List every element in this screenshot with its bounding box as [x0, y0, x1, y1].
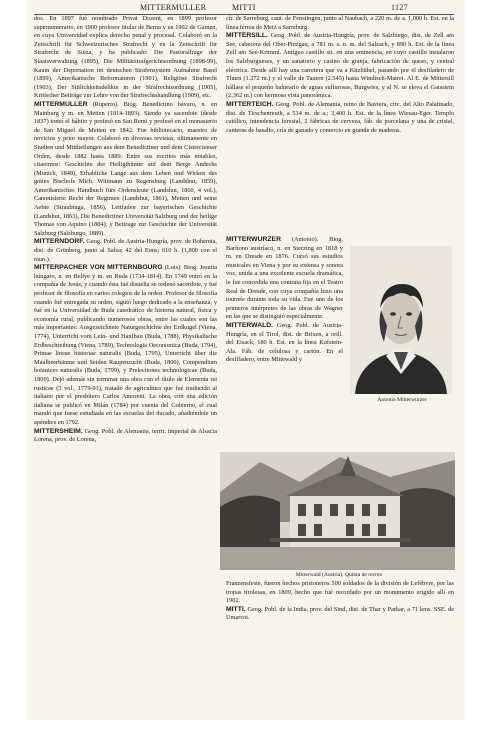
entry-text: Franzensfeste, fueron hechos prisioneros 500 soldados de la división de Lefèbvre, por las tropas tirolesas, en 1809, hecho que fué recordado por un monumento erigido allí en 1902. — [226, 580, 454, 605]
entry — [226, 236, 343, 322]
entry-text: (Antonio). Biog. Barítono austríaco, n. en Sterzing en 1818 y m. en Dresde en 1876. Cursó sus estudios musicales en Viena y por su extensa y sonora voz, unida a una excelente escuela dramática, le fue concedida una contrata fija en el Teatro Real de Dresde, con cuya compañía hizo una tournée durante toda su vida. Fue uno de los primeros intérpretes de las obras de Wagner en las que se distinguió especialmente. — [226, 236, 343, 321]
entry — [226, 322, 343, 365]
entry-text: Geog. Pobl. de Austria-Hungría, prov. de Bohemia, dist. de Grünberg, junto al Salza; 42 del Enns; 610 h. (1,800 con el mun.). — [34, 238, 217, 263]
entry — [34, 428, 217, 445]
entry-text: cír. de Sarreburg, cant. de Fenstingen, junto al Naubach, a 220 m. de a. 1,000 h. Est. en la línea férrea de Metz a Sarreburg. — [226, 15, 454, 31]
portrait-caption: Antonio Mitterwurzer — [377, 397, 427, 403]
running-header-right: MITTI — [232, 3, 256, 12]
entry-text: Geog. Pobl. de Austria-Hungría, prov. de Salzburgo, dist. de Zell am See, cabecera del Ober-Pinzgau, a 781 m. s. n. m. del Salzach, y 890 h. Est. de la línea Zell am See-Krimml. Antiguo castillo sit. en una eminencia, en cuyo castillo instalaron los Salzburgueses, y un sanatorio y casino de granja, fabricación de queso, y central eléctrica. Desde allí hay una carretera que va a Kitzbühel, pasando por el desfiladero de Thurn (1.272 m.) y el valle de Tauern (2.545) hasta Windisch-Matrei. Al E. de Mittersill hállase el pequeño balneario de aguas sulfurosas, Burgwies, y al N. se eleva el Gaisstein (2,362 m.) con hermosa vista panorámica. — [226, 32, 454, 100]
entry-headword: MITTERMULLER — [34, 100, 88, 108]
entry-headword: MITTERPACHER VON MITTERNBOURG — [34, 264, 163, 272]
page-number: 1127 — [391, 3, 408, 12]
photo-caption: Mitterwald (Austria). Quinta de recreo — [295, 572, 383, 578]
right-column-mid — [226, 236, 343, 436]
portrait-image — [350, 246, 452, 394]
entry-text: Geog. Pobl. de Austria-Hungría, en el Tirol, dist. de Brixen, a orill. del Eisack, 180 h. Est. en la línea Kufstein-Ala. Fáb. de celulosa y cartón. En el desfiladero, entre Mittewald y — [226, 321, 343, 364]
right-column-top — [226, 15, 454, 237]
entry-text: Geog. Pobl. de Alemania, territ. imperial de Alsacia Lorena, prov. de Lorena, — [34, 427, 217, 444]
entry-headword: MITTERNDORF. — [34, 238, 85, 246]
entry — [226, 101, 454, 135]
entry — [34, 264, 217, 427]
running-header-left: MITTERMULLER — [140, 3, 207, 12]
left-column — [34, 15, 217, 715]
entry-text: Geog. Pobl. de Alemania, reino de Baviera, circ. del Alto Palatinado, dist. de Tirschenreuth, a 514 m. de a.; 3,400 h. Est. de la línea Wiesau-Eger. Templo católico, intendencia forestal, 2 fábricas de cerveza, fáb. de porcelana y una de cristal, canteras de basalto, cría de ganado y comercio en grande de maderas. — [226, 100, 454, 134]
entry — [34, 101, 217, 239]
entry-headword: MITTERWALD. — [226, 321, 274, 329]
entry-headword: MITTERWURZER — [226, 236, 281, 243]
entry-text: (Luis). Biog. Jesuita húngaro, n. en Bellye y m. en Buda (1734-1814). En 1749 entró en la compañía de Jesús, y cuando ésta fué disuelta se ordenó sacerdote, y fué profesor de filosofía en varios colegios de la orden. Profesor de filosofía cuando fué entregada su orden, siguió luego dedicado a la enseñanza, y fué en la Universidad de Buda catedrático de historia natural, física y economía rural, publicando numerosos obras, entre las cuales son las más importantes: Ausgezeichnete Naturgeschichte der Erdkugel (Viena, 1774), Unterricht vom Lein- und Hanfbau (Buda, 1788), Physikalische Erdbeschreibung (Viena, 1789), Technologia Oeconomica (Buda, 1794), Primae lineae historiae naturalis (Buda, 1795), Unterricht über die Maulbeerbäume und Seiden Raupenzucht (Buda, 1800), Compendium botanices naturalis (Buda, 1799), y Prelectiones technologicae (Buda, 1800). Dejó además sin terminar una obra con el título de Elementa rei rusticae (3 vol., 1779-91), tratado de agricultura que fué traducido al italiano por el presbítero Carlos Amoretti. La obra, con una edición italiana se publicó en Milán (1784) por cuenta del Gobierno, el cual mandó que fuese estudiada en las escuelas del ducado, añadiéndole un apéndice en 1792. — [34, 264, 217, 426]
entry-headword: MITTI. — [226, 605, 246, 613]
entry-headword: MITTERSHEIM. — [34, 427, 83, 435]
entry-text: Geog. Pobl. de la India, prov. del Sind, dist. de Thar y Parkar, a 71 kms. SSE. de Umarcot. — [226, 605, 454, 622]
right-column-foot — [226, 580, 454, 720]
entry — [226, 606, 454, 623]
portrait-engraving — [350, 246, 452, 394]
entry-headword: MITTERSILL. — [226, 32, 268, 40]
landscape-photo — [220, 452, 455, 570]
entry-text: dos. En 1897 fué nombrado Privat Dozent, en 1899 profesor supernumerario, en 1900 profesor titular de Berna y en 1902 de Gamen, en cuya Universidad explica derecho penal y procesal. Colaboró en la Zeitschrift für Schweizerisches Strafrecht y en la Zeitschrift für Strafrecht de Suiza, y ha publicado: Die Pastoralfrage der Staatsverwaltung (1895), Die Militärstrafgerichtsordnung (1898-99), Kaum der Deportation im deutschen Strafensystem Aufnahme Basel (1899), Amerikanische Reformatoren (1901), Religiöse Strafrecht (1903), Der Sittlichkeitsdelikte in der Strafrechtsordnung (1905), Kritischer Beiträge zur Lehre von der Strafrechtshandlung (1909), etc. — [34, 15, 217, 100]
entry — [226, 32, 454, 101]
villa-photo-image — [220, 452, 455, 570]
entry-headword: MITTERTEICH. — [226, 100, 274, 108]
entry — [34, 238, 217, 264]
entry-text: (Ruperto). Biog. Benedictino bávaro, n. en Mainburg y m. en Metten (1814-1893). Siendo ya sacerdote (desde 1837) tomó el hábito y profesó en San Remi y profesó en el monasterio de San Miguel de Metten en 1842. Fue bibliotecario, maestro de novicios y prior mayor. Colaboró en diversas revistas, ultimamente en Studien und Mittheilungen aus dem Benedictiner und dem Cistercienser Orden, desde 1882 hasta 1889. Entre sus escritos más notables, citaremos: Geschichte der Heiligthümer auf dem Berge Andechs (Munich, 1848), Erhabliche Lange aus dem Leben und Wirken des gottes Bischofs Mich. Wittmann zu Regensburg (Landshut, 1859), Amerikanisches Handbuch fürs Ordensleute (Landshut, 1860, 4 vol.), Canonisierte Recht der Regimen (Landshut, 1861), Metten und seine Aebte (Straubinga, 1856), Leitfaden zur bayerischen Geschichte (Landshut, 1863), Die Benedictiner Universität Salzburg und der heilige Thomas von Aquino (1884), y Beitrage zur Geschichte der Universität Salzburg (Salzburgo, 1889). — [34, 100, 217, 237]
